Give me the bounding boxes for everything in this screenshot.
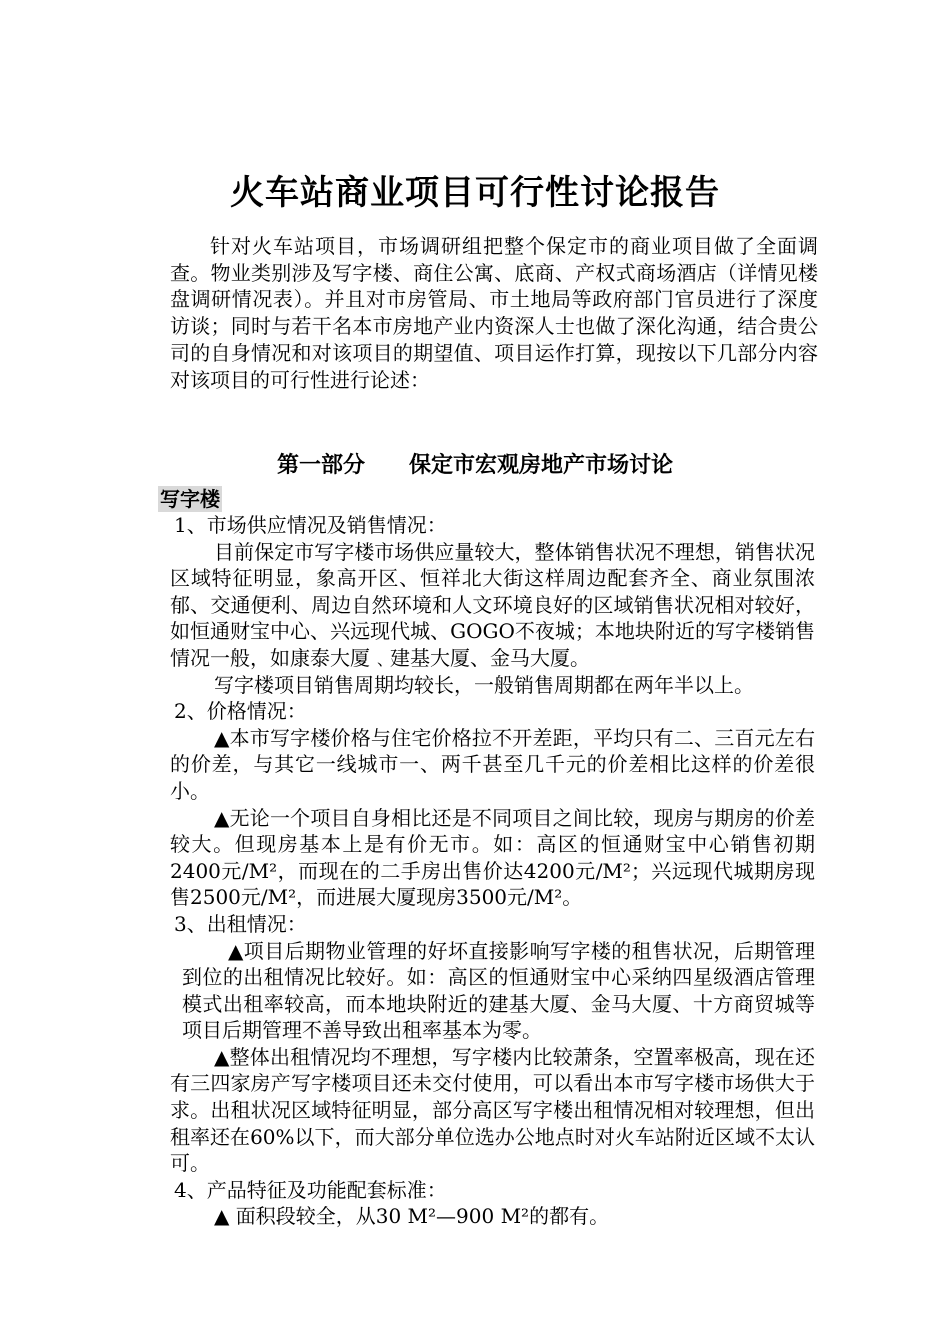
item-heading-4: 4、产品特征及功能配套标准： [174,1177,447,1202]
paragraph-cycle: 写字楼项目销售周期均较长，一般销售周期都在两年半以上。 [214,672,754,697]
paragraph-price-gap: ▲本市写字楼价格与住宅价格拉不开差距，平均只有二、三百元左右的价差，与其它一线城市一、两千甚至几千元的价差相比这样的价差很小。 [170,725,815,803]
item-heading-2: 2、价格情况： [174,699,307,724]
document-title: 火车站商业项目可行性讨论报告 [230,173,720,213]
item-heading-3: 3、出租情况： [174,911,307,936]
intro-text: 针对火车站项目，市场调研组把整个保定市的商业项目做了全面调查。物业类别涉及写字楼、商住公寓、底商、产权式商场酒店（详情见楼盘调研情况表）。并且对市房管局、市土地局等政府部门官员进行了深度访谈；同时与若干名本市房地产业内资深人士也做了深化沟通，结合贵公司的自身情况和对该项目的期望值、项目运作打算，现按以下几部分内容对该项目的可行性进行论述： [170,234,818,392]
section-heading [0,448,950,479]
section-body [170,512,815,1230]
paragraph-price-compare: ▲无论一个项目自身相比还是不同项目之间比较，现房与期房的价差较大。但现房基本上是有价无市。如：高区的恒通财宝中心销售初期2400元/M²，而现在的二手房出售价达4200元/M²；兴远现代城期房现售2500元/M²，而进展大厦现房3500元/M²。 [170,805,815,910]
paragraph-area: ▲ 面积段较全，从30 M²—900 M²的都有。 [214,1204,610,1229]
paragraph-management: ▲项目后期物业管理的好坏直接影响写字楼的租售状况，后期管理到位的出租情况比较好。如：高区的恒通财宝中心采纳四星级酒店管理模式出租率较高，而本地块附近的建基大厦、金马大厦、十方商贸城等项目后期管理不善导致出租率基本为零。 [182,938,815,1043]
paragraph-supply: 目前保定市写字楼市场供应量较大，整体销售状况不理想，销售状况区域特征明显，象高开区、恒祥北大街这样周边配套齐全、商业氛围浓郁、交通便利、周边自然环境和人文环境良好的区域销售状况相对较好，如恒通财宝中心、兴远现代城、GOGO不夜城；本地块附近的写字楼销售情况一般，如康泰大厦﹑建基大厦、金马大厦。 [170,539,815,670]
section-part: 第一部分 [276,452,365,478]
intro-paragraph [170,233,818,393]
section-name: 保定市宏观房地产市场讨论 [409,452,674,478]
paragraph-rental: ▲整体出租情况均不理想，写字楼内比较萧条，空置率极高，现在还有三四家房产写字楼项目还未交付使用，可以看出本市写字楼市场供大于求。出租状况区域特征明显，部分高区写字楼出租情况相对较理想，但出租率还在60%以下，而大部分单位选办公地点时对火车站附近区域不太认可。 [170,1044,815,1176]
item-heading-1: 1、市场供应情况及销售情况： [174,513,447,537]
subheading-office: 写字楼 [160,487,220,511]
